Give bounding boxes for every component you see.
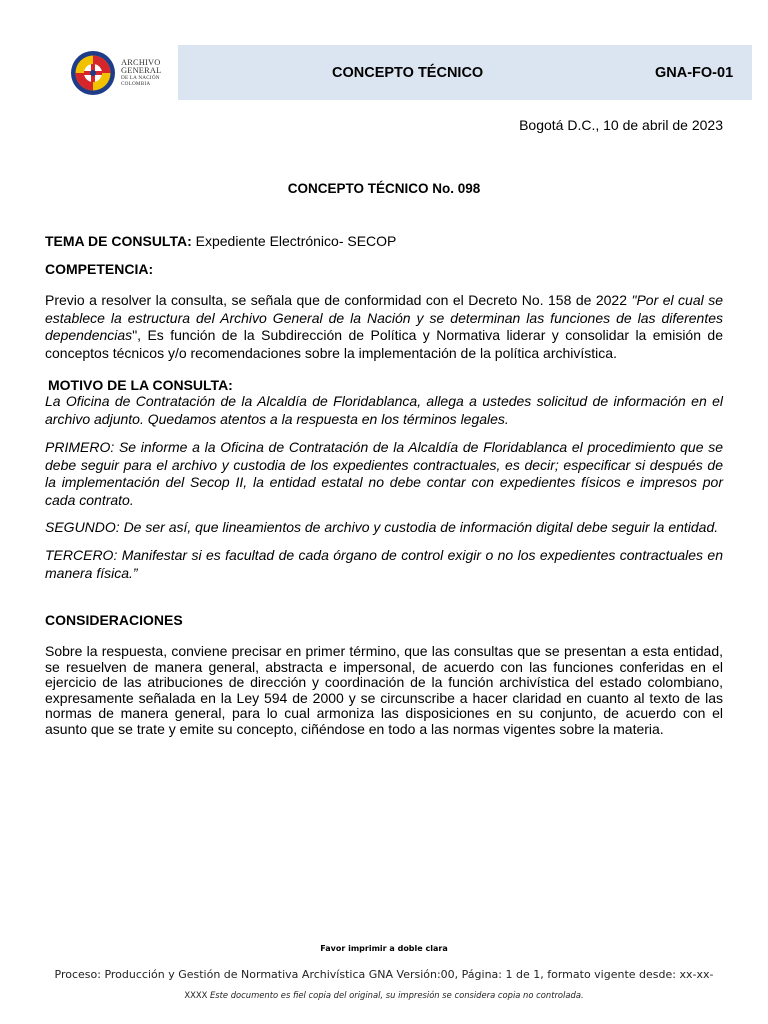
form-code: GNA-FO-01 [655, 65, 734, 81]
decree-title: "Por el cual se establece la estructura del Archivo General de la Nación y se determinan las funciones de las diferentes dependencias [45, 292, 723, 343]
competencia-text-1: Previo a resolver la consulta, se señala que de conformidad con el Decreto No. 158 de 2022 [45, 292, 632, 308]
logo-line-3: DE LA NACIÓN [121, 75, 160, 82]
logo-line-2: GENERAL [121, 66, 162, 75]
print-note: Favor imprimir a doble clara [320, 944, 448, 953]
logo-text [121, 59, 161, 88]
segundo-paragraph: SEGUNDO: De ser así, que lineamientos de archivo y custodia de información digital debe seguir la entidad. [45, 519, 719, 535]
document-title: CONCEPTO TÉCNICO No. 098 [287, 181, 481, 196]
footer-date-code: XXXX [184, 990, 208, 1000]
motivo-heading [48, 377, 726, 395]
consideraciones-paragraph: Sobre la respuesta, conviene precisar en primer término, que las consultas que se presentan a esta entidad, se resuelven de manera general, abstracta e impersonal, de acuerdo con las funciones conferidas en el ejercicio de las atribuciones de dirección y coordinación de la función archivística del estado colombiano, expresamente señalada en la Ley 594 de 2000 y se circunscribe a hacer claridad en cuanto al texto de las normas de manera general, para lo cual armoniza las disposiciones en su conjunto, de acuerdo con el asunto que se trate y emite su concepto, ciñéndose en todo a las normas vigentes sobre la materia. [45, 643, 723, 737]
primero-paragraph: PRIMERO: Se informe a la Oficina de Contratación de la Alcaldía de Floridablanca el procedimiento que se debe seguir para el archivo y custodia de los expedientes contractuales, es decir; especificar si después de la implementación del Secop II, la entidad estatal no debe contar con expedientes físicos e impresos por cada contrato. [45, 439, 723, 508]
seal-icon [70, 50, 116, 96]
tercero-paragraph: TERCERO: Manifestar si es facultad de cada órgano de control exigir o no los expedientes contractuales en manera física.” [45, 547, 723, 581]
logo-line-4: COLOMBIA [121, 81, 151, 88]
tema-label: TEMA DE CONSULTA: [45, 233, 192, 249]
motivo-paragraph: La Oficina de Contratación de la Alcaldía de Floridablanca, allega a ustedes solicitud de información en el archivo adjunto. Quedamos atentos a la respuesta en los términos legales. [45, 393, 723, 427]
footer-process-line: Proceso: Producción y Gestión de Normativa Archivística GNA Versión:00, Página: 1 de 1, formato vigente desde: xx-xx- [54, 968, 714, 981]
competencia-text-2: ", Es función de la Subdirección de Política y Normativa liderar y consolidar la emisión de conceptos técnicos y/o recomendaciones sobre la implementación de la política archivística. [45, 327, 723, 361]
competencia-paragraph [45, 292, 723, 362]
competencia-heading [45, 261, 723, 279]
motivo-heading-text: MOTIVO DE LA CONSULTA: [48, 377, 233, 393]
competencia-heading-text: COMPETENCIA: [45, 261, 154, 277]
consideraciones-heading-text: CONSIDERACIONES [45, 612, 183, 628]
consideraciones-heading [45, 612, 723, 630]
header-title: CONCEPTO TÉCNICO [332, 65, 484, 81]
archivo-general-logo [70, 45, 178, 101]
footer-disclaimer-text: Este documento es fiel copia del original, su impresión se considera copia no controlada. [207, 990, 584, 1000]
tema-de-consulta [45, 233, 723, 251]
document-date: Bogotá D.C., 10 de abril de 2023 [519, 117, 723, 133]
footer-disclaimer [0, 990, 768, 1000]
logo-line-1: ARCHIVO [121, 57, 161, 67]
tema-value: Expediente Electrónico- SECOP [191, 233, 397, 249]
